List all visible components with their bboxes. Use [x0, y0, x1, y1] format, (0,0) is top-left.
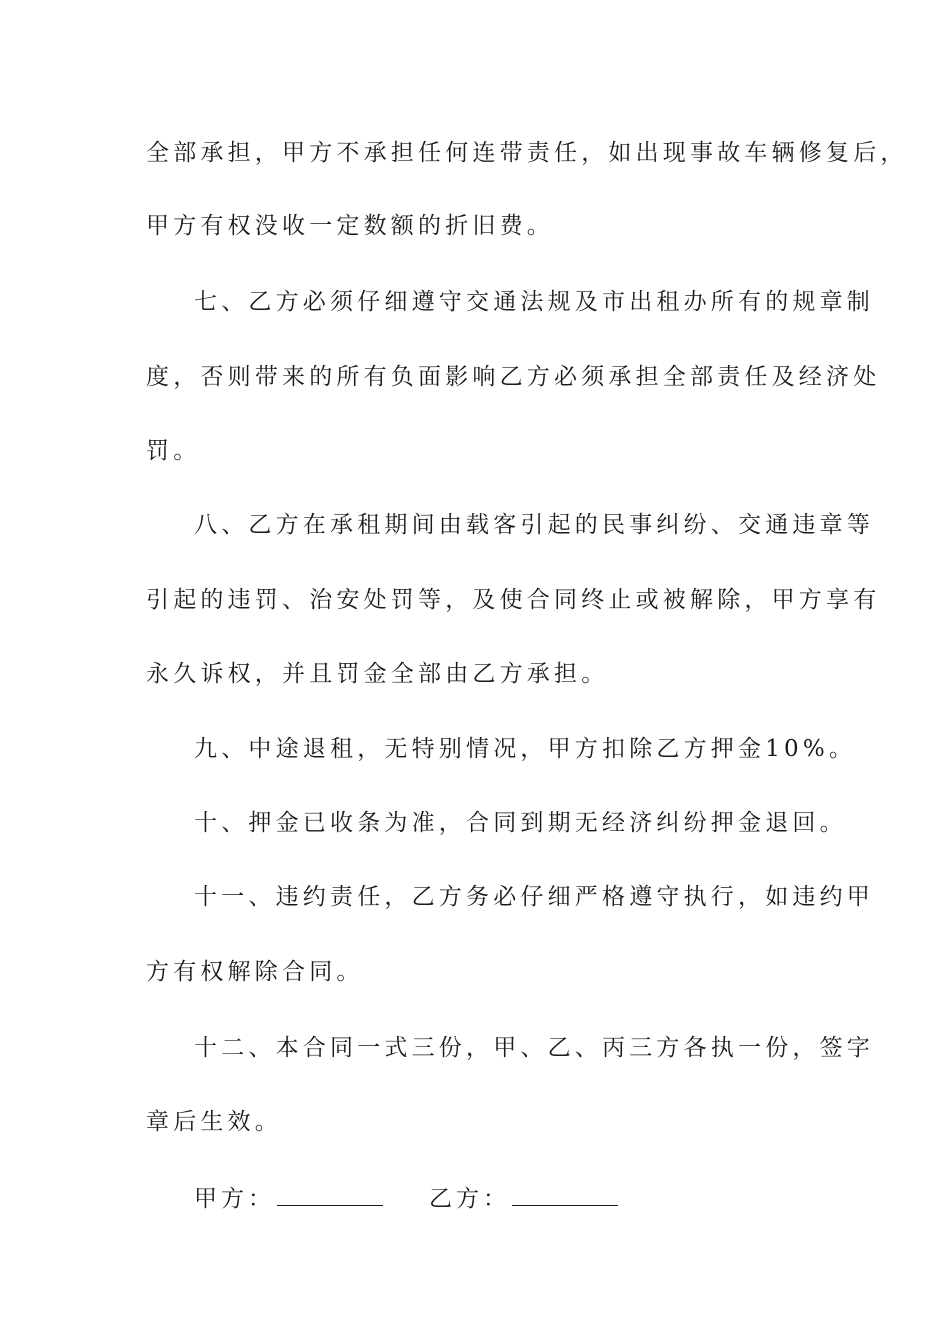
party-b-label: 乙方：	[429, 1186, 510, 1212]
party-b-signature-blank[interactable]	[512, 1183, 618, 1206]
clause-7-line: 七、乙方必须仔细遵守交通法规及市出租办所有的规章制	[194, 289, 874, 315]
paragraph-line: 引起的违罚、治安处罚等，及使合同终止或被解除，甲方享有	[146, 587, 881, 613]
clause-9-line: 九、中途退租，无特别情况，甲方扣除乙方押金10%。	[194, 736, 857, 762]
paragraph-line: 度，否则带来的所有负面影响乙方必须承担全部责任及经济处	[146, 364, 881, 390]
paragraph-line: 方有权解除合同。	[146, 959, 364, 985]
party-a-signature-blank[interactable]	[277, 1183, 383, 1206]
paragraph-line: 章后生效。	[146, 1109, 282, 1135]
paragraph-line: 甲方有权没收一定数额的折旧费。	[146, 213, 554, 239]
clause-8-line: 八、乙方在承租期间由载客引起的民事纠纷、交通违章等	[194, 512, 874, 538]
party-a-label: 甲方：	[194, 1186, 275, 1212]
clause-11-line: 十一、违约责任，乙方务必仔细严格遵守执行，如违约甲	[194, 884, 874, 910]
clause-10-line: 十、押金已收条为准，合同到期无经济纠纷押金退回。	[194, 810, 847, 836]
paragraph-line: 全部承担，甲方不承担任何连带责任，如出现事故车辆修复后，	[146, 140, 908, 166]
paragraph-line: 罚。	[146, 438, 201, 464]
signature-row	[194, 1183, 618, 1214]
clause-12-line: 十二、本合同一式三份，甲、乙、丙三方各执一份，签字	[194, 1035, 874, 1061]
paragraph-line: 永久诉权，并且罚金全部由乙方承担。	[146, 661, 609, 687]
